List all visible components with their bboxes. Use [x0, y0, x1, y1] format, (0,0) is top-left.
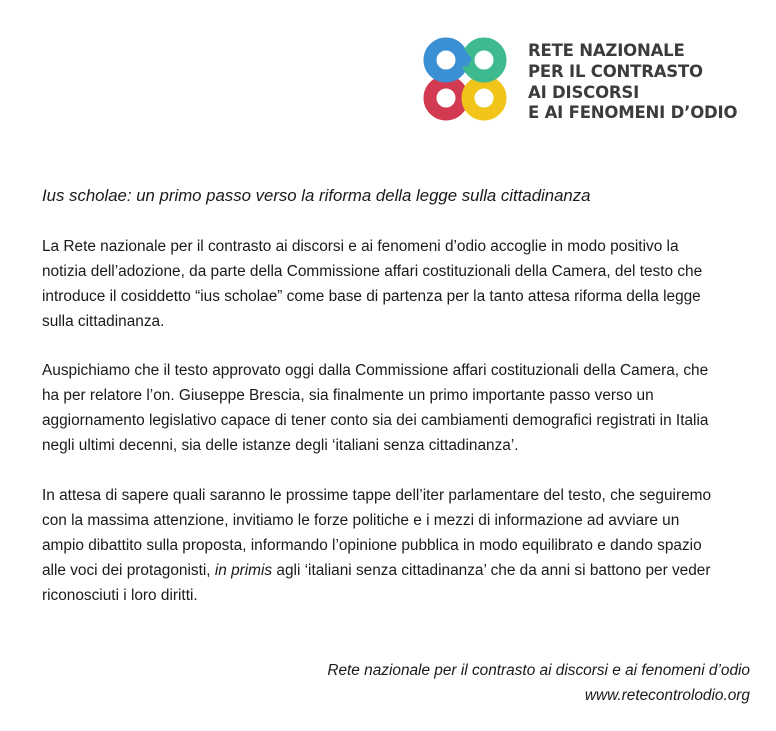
logo-ring-overlap	[462, 54, 468, 66]
text-line: In attesa di sapere quali saranno le prossime tappe dell’iter parlamentare del testo, che seguiremo	[42, 487, 712, 504]
text-segment: agli ‘italiani senza cittadinanza’ che da anni si battono per veder	[272, 562, 711, 579]
logo-ring-red	[430, 82, 462, 114]
text-line: sulla cittadinanza.	[42, 313, 165, 330]
text-line: ampio dibattito sulla proposta, informando l’opinione pubblica in modo equilibrato e dando spazio	[42, 537, 702, 554]
paragraph-3	[42, 483, 762, 608]
text-segment: alle voci dei protagonisti,	[42, 562, 215, 579]
text-line: con la massima attenzione, invitiamo le forze politiche e i mezzi di informazione ad avviare un	[42, 512, 680, 529]
text-line: Auspichiamo che il testo approvato oggi dalla Commissione affari costituzionali della Camera, che	[42, 362, 709, 379]
logo-line: PER IL CONTRASTO	[528, 61, 703, 81]
text-line: aggiornamento legislativo capace di tener conto sia dei cambiamenti demografici registrati in Italia	[42, 412, 709, 429]
signature-website: www.retecontrolodio.org	[584, 687, 750, 704]
logo-text	[528, 41, 737, 124]
text-line	[42, 558, 762, 583]
text-line: negli ultimi decenni, sia delle istanze degli ‘italiani senza cittadinanza’.	[42, 437, 519, 454]
logo-ring-yellow	[468, 82, 500, 114]
logo-rings-icon	[422, 36, 518, 126]
organization-logo	[422, 36, 752, 126]
signature-block	[327, 658, 750, 708]
logo-line: AI DISCORSI	[528, 82, 640, 102]
text-line: La Rete nazionale per il contrasto ai discorsi e ai fenomeni d’odio accoglie in modo positivo la	[42, 238, 679, 255]
paragraph-1	[42, 234, 762, 334]
text-line: ha per relatore l’on. Giuseppe Brescia, sia finalmente un primo importante passo verso un	[42, 387, 654, 404]
text-line: introduce il cosiddetto “ius scholae” come base di partenza per la tanto attesa riforma della legge	[42, 288, 701, 305]
logo-ring-green	[468, 44, 500, 76]
logo-line: RETE NAZIONALE	[528, 41, 685, 60]
text-line: notizia dell’adozione, da parte della Commissione affari costituzionali della Camera, del testo che	[42, 263, 703, 280]
paragraph-2	[42, 358, 762, 458]
document-title: Ius scholae: un primo passo verso la riforma della legge sulla cittadinanza	[42, 186, 591, 205]
signature-organization: Rete nazionale per il contrasto ai discorsi e ai fenomeni d’odio	[327, 662, 750, 679]
text-line: riconosciuti i loro diritti.	[42, 587, 198, 604]
italic-phrase: in primis	[214, 562, 273, 579]
logo-line: E AI FENOMENI D’ODIO	[528, 103, 738, 123]
